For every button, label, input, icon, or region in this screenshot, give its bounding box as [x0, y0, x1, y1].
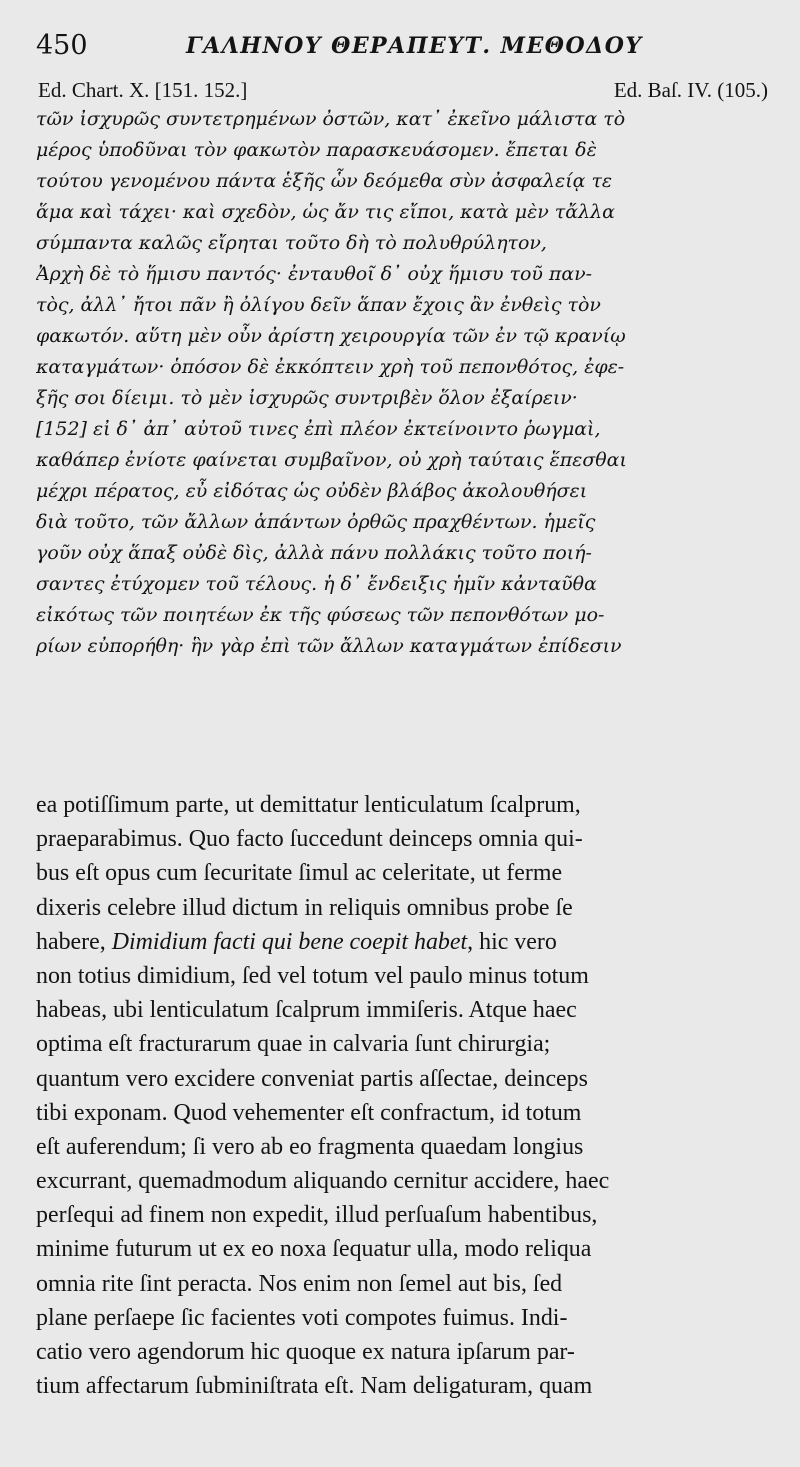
edition-chart-reference: Ed. Chart. X. [151. 152.]: [38, 78, 248, 102]
latin-text-segment: bus eſt opus cum ſecuritate ſimul ac celeritate, ut ferme: [36, 860, 563, 887]
latin-text-line: [36, 891, 766, 925]
greek-text-block: [36, 104, 766, 662]
greek-text-line: [152] εἰ δ᾽ ἀπ᾽ αὐτοῦ τινες ἐπὶ πλέον ἐκτείνοιντο ῥωγμαὶ,: [36, 418, 601, 440]
latin-text-segment: tium affectarum ſubminiſtrata eſt. Nam deligaturam, quam: [36, 1373, 593, 1400]
greek-text-line: Ἀρχὴ δὲ τὸ ἥμισυ παντός· ἐνταυθοῖ δ᾽ οὐχ ἥμισυ τοῦ παν-: [36, 263, 593, 285]
greek-text-line: εἰκότως τῶν ποιητέων ἐκ τῆς φύσεως τῶν πεπονθότων μο-: [36, 604, 605, 626]
latin-text-line: [36, 1369, 766, 1403]
latin-text-segment: , hic vero: [467, 928, 557, 955]
latin-text-block: [36, 788, 766, 1403]
greek-text-line: σύμπαντα καλῶς εἴρηται τοῦτο δὴ τὸ πολυθρύλητον,: [36, 232, 547, 254]
latin-text-line: [36, 1267, 766, 1301]
greek-text-line: ρίων εὐπορήθη· ἣν γὰρ ἐπὶ τῶν ἄλλων καταγμάτων ἐπίδεσιν: [36, 635, 622, 657]
greek-text-line: ἅμα καὶ τάχει· καὶ σχεδὸν, ὡς ἄν τις εἴποι, κατὰ μὲν τἄλλα: [36, 201, 615, 223]
greek-text-line: καταγμάτων· ὁπόσον δὲ ἐκκόπτειν χρὴ τοῦ πεπονθότος, ἐφε-: [36, 356, 625, 378]
edition-reference-line: [38, 78, 768, 104]
latin-text-segment: ea potiſſimum parte, ut demittatur lenticulatum ſcalprum,: [36, 792, 581, 818]
latin-text-line: [36, 925, 766, 959]
latin-text-segment: catio vero agendorum hic quoque ex natura ipſarum par-: [36, 1339, 575, 1365]
page-number: 450: [36, 30, 88, 61]
latin-text-segment: quantum vero excidere conveniat partis aſſectae, deinceps: [36, 1065, 588, 1092]
latin-text-segment: optima eſt fracturarum quae in calvaria ſunt chirurgia;: [36, 1031, 551, 1058]
latin-text-segment: excurrant, quemadmodum aliquando cernitur accidere, haec: [36, 1168, 610, 1195]
running-title: ΓΑΛΗΝΟΥ ΘΕΡΑΠΕΥΤ. ΜΕΘΟΔΟΥ: [186, 33, 643, 59]
latin-text-line: [36, 1062, 766, 1096]
greek-text-line: μέρος ὑποδῦναι τὸν φακωτὸν παρασκευάσομεν. ἔπεται δὲ: [36, 139, 597, 161]
greek-text-line: σαντες ἐτύχομεν τοῦ τέλους. ἡ δ᾽ ἔνδειξις ἡμῖν κἀνταῦθα: [36, 573, 597, 595]
greek-text-line: τούτου γενομένου πάντα ἑξῆς ὧν δεόμεθα σὺν ἀσφαλείᾳ τε: [36, 170, 613, 192]
latin-text-line: [36, 1335, 766, 1369]
latin-text-segment: tibi exponam. Quod vehementer eſt confractum, id totum: [36, 1099, 582, 1126]
greek-text-line: καθάπερ ἐνίοτε φαίνεται συμβαῖνον, οὐ χρὴ ταύταις ἕπεσθαι: [36, 449, 627, 471]
latin-text-line: [36, 1301, 766, 1335]
latin-text-segment: eſt auferendum; ſi vero ab eo fragmenta quaedam longius: [36, 1133, 584, 1160]
latin-text-line: [36, 1164, 766, 1198]
latin-text-segment: omnia rite ſint peracta. Nos enim non ſemel aut bis, ſed: [36, 1270, 563, 1297]
latin-text-segment: plane perſaepe ſic facientes voti compotes fuimus. Indi-: [36, 1304, 568, 1331]
greek-text-line: διὰ τοῦτο, τῶν ἄλλων ἁπάντων ὀρθῶς πραχθέντων. ἡμεῖς: [36, 511, 596, 533]
latin-text-segment: non totius dimidium, ſed vel totum vel paulo minus totum: [36, 962, 589, 989]
latin-text-segment: dixeris celebre illud dictum in reliquis omnibus probe ſe: [36, 894, 573, 921]
latin-text-line: [36, 788, 766, 822]
latin-text-line: [36, 1232, 766, 1266]
greek-text-line: τὸς, ἀλλ᾽ ἤτοι πᾶν ἢ ὀλίγου δεῖν ἅπαν ἔχοις ἂν ἐνθεὶς τὸν: [36, 294, 601, 316]
greek-text-line: ξῆς σοι δίειμι. τὸ μὲν ἰσχυρῶς συντριβὲν ὅλον ἐξαίρειν·: [36, 387, 578, 409]
latin-text-line: [36, 1096, 766, 1130]
latin-text-line: [36, 959, 766, 993]
latin-text-line: [36, 1198, 766, 1232]
greek-text-line: φακωτόν. αὕτη μὲν οὖν ἀρίστη χειρουργία τῶν ἐν τῷ κρανίῳ: [36, 325, 626, 347]
greek-text-line: τῶν ἰσχυρῶς συντετρημένων ὀστῶν, κατ᾽ ἐκεῖνο μάλιστα τὸ: [36, 108, 626, 130]
latin-text-segment: praeparabimus. Quo facto ſuccedunt deinceps omnia qui-: [36, 826, 583, 853]
latin-text-line: [36, 993, 766, 1027]
italic-quotation: Dimidium facti qui bene coepit habet: [111, 928, 468, 955]
latin-text-segment: perſequi ad finem non expedit, illud perſuaſum habentibus,: [36, 1202, 598, 1229]
latin-text-segment: habeas, ubi lenticulatum ſcalprum immiſeris. Atque haec: [36, 997, 577, 1024]
latin-text-line: [36, 1130, 766, 1164]
latin-text-line: [36, 1027, 766, 1061]
latin-text-segment: minime futurum ut ex eo noxa ſequatur ulla, modo reliqua: [36, 1236, 592, 1263]
greek-text-line: γοῦν οὐχ ἅπαξ οὐδὲ δὶς, ἀλλὰ πάνυ πολλάκις τοῦτο ποιή-: [36, 542, 592, 564]
running-head: [36, 30, 766, 64]
greek-text-line: μέχρι πέρατος, εὖ εἰδότας ὡς οὐδὲν βλάβος ἀκολουθήσει: [36, 480, 588, 502]
edition-basel-reference: Ed. Baſ. IV. (105.): [613, 78, 768, 102]
latin-text-line: [36, 822, 766, 856]
latin-text-line: [36, 856, 766, 890]
latin-text-segment: habere,: [36, 928, 112, 955]
